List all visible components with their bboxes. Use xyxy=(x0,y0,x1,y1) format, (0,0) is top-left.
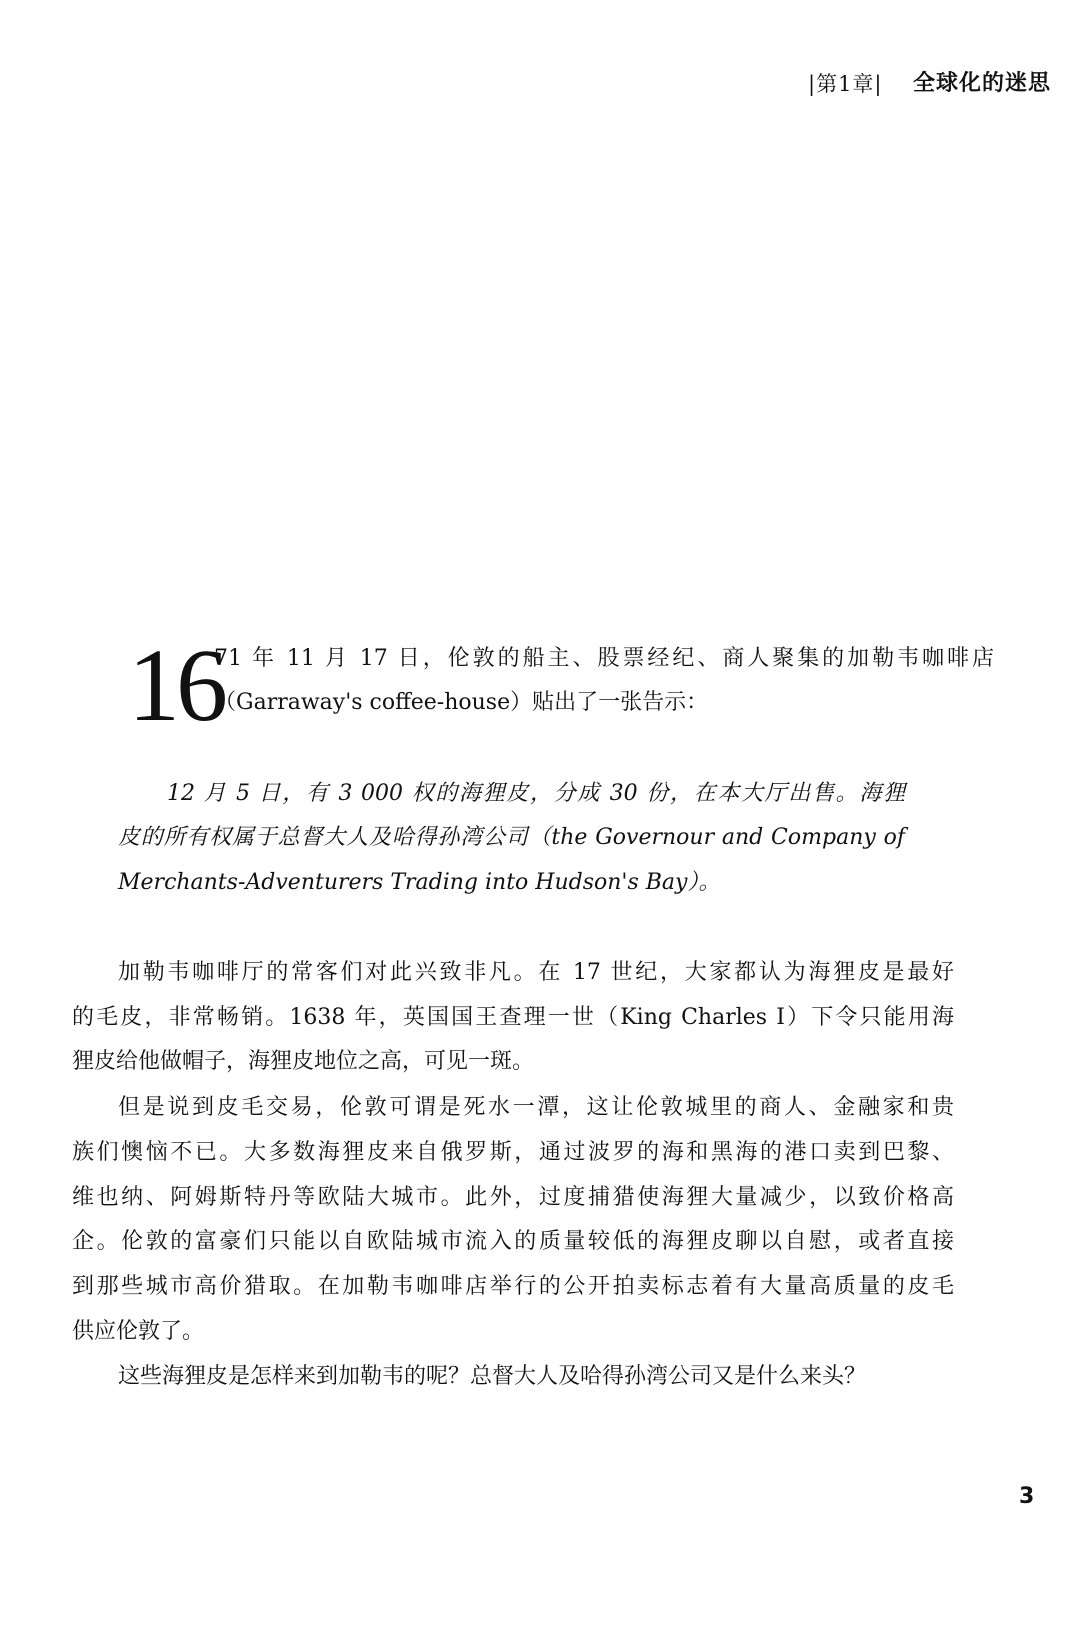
paragraph-2-line-1: 但是说到皮毛交易，伦敦可谓是死水一潭，这让伦敦城里的商人、金融家和贵 xyxy=(118,1095,954,1120)
paragraph-1-line-3: 狸皮给他做帽子，海狸皮地位之高，可见一斑。 xyxy=(72,1049,535,1074)
intro-line-2: （Garraway's coffee-house）贴出了一张告示： xyxy=(214,690,709,715)
paragraph-1-line-1: 加勒韦咖啡厅的常客们对此兴致非凡。在 17 世纪，大家都认为海狸皮是最好 xyxy=(118,960,954,985)
chapter-title: 全球化的迷思 xyxy=(913,71,1052,96)
page-number: 3 xyxy=(1019,1484,1035,1509)
chapter-label: |第1章| xyxy=(808,72,883,96)
running-header xyxy=(0,62,1080,102)
paragraph-2-line-3: 维也纳、阿姆斯特丹等欧陆大城市。此外，过度捕猎使海狸大量减少，以致价格高 xyxy=(72,1185,954,1210)
paragraph-2-line-6: 供应伦敦了。 xyxy=(72,1319,205,1344)
notice-line-1: 12 月 5 日，有 3 000 权的海狸皮，分成 30 份，在本大厅出售。海狸 xyxy=(167,781,905,806)
paragraph-1-line-2: 的毛皮，非常畅销。1638 年，英国国王查理一世（King Charles I）下令只能用海 xyxy=(72,1005,954,1030)
notice-line-3: Merchants-Adventurers Trading into Hudson's Bay）。 xyxy=(118,870,721,895)
drop-cap: 16 xyxy=(128,628,224,743)
paragraph-2-line-5: 到那些城市高价猎取。在加勒韦咖啡店举行的公开拍卖标志着有大量高质量的皮毛 xyxy=(72,1274,954,1299)
notice-line-2: 皮的所有权属于总督大人及哈得孙湾公司（the Governour and Company of xyxy=(118,825,905,850)
paragraph-3-line-1: 这些海狸皮是怎样来到加勒韦的呢？总督大人及哈得孙湾公司又是什么来头？ xyxy=(118,1364,867,1389)
intro-line-1: 71 年 11 月 17 日，伦敦的船主、股票经纪、商人聚集的加勒韦咖啡店 xyxy=(214,646,994,671)
paragraph-2-line-4: 企。伦敦的富豪们只能以自欧陆城市流入的质量较低的海狸皮聊以自慰，或者直接 xyxy=(72,1229,954,1254)
paragraph-2-line-2: 族们懊恼不已。大多数海狸皮来自俄罗斯，通过波罗的海和黑海的港口卖到巴黎、 xyxy=(72,1140,954,1165)
